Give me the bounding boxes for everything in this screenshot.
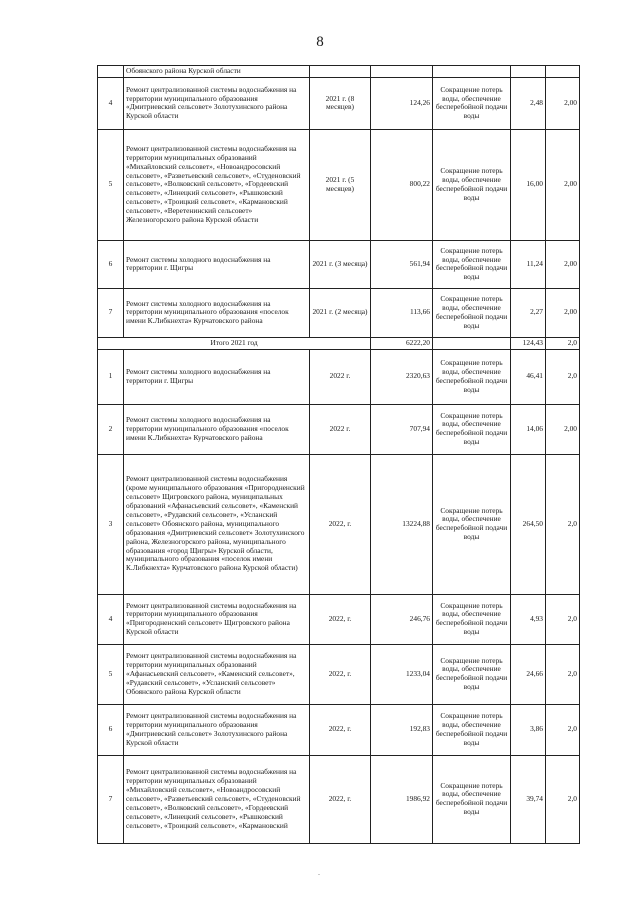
table-row — [98, 129, 580, 240]
row-number-cell: 5 — [98, 129, 124, 240]
percent-cell: 2,0 — [546, 454, 580, 594]
table-row — [98, 644, 580, 704]
percent-cell: 264,50 — [511, 454, 546, 594]
year-cell: 2022, г. — [310, 704, 371, 755]
amount-cell: 113,66 — [371, 288, 433, 337]
description-cell: Ремонт системы холодного водоснабжения на территории г. Щигры — [124, 349, 310, 404]
percent-cell: 39,74 — [511, 755, 546, 843]
page-number: 8 — [316, 34, 324, 50]
percent-cell: 46,41 — [511, 349, 546, 404]
row-number-cell: 4 — [98, 77, 124, 129]
percent-cell: 124,43 — [511, 337, 546, 349]
percent-cell: 2,00 — [546, 129, 580, 240]
description-cell: Ремонт централизованной системы водоснабжения на территории муниципального образования «Пригородненский сельсовет» Щигровского района Курской области — [124, 594, 310, 644]
percent-cell: 3,86 — [511, 704, 546, 755]
row-number-cell: 4 — [98, 594, 124, 644]
table-row — [98, 66, 580, 78]
row-number-cell: 5 — [98, 644, 124, 704]
year-cell: 2022 г. — [310, 404, 371, 454]
percent-cell — [546, 66, 580, 78]
total-row — [98, 337, 580, 349]
purpose-cell: Сокращение потерь воды, обеспечение бесперебойной подачи воды — [433, 755, 511, 843]
purpose-cell: Сокращение потерь воды, обеспечение бесперебойной подачи воды — [433, 594, 511, 644]
purpose-cell: Сокращение потерь воды, обеспечение бесперебойной подачи воды — [433, 454, 511, 594]
year-cell: 2021 г. (2 месяца) — [310, 288, 371, 337]
description-cell: Ремонт централизованной системы водоснабжения (кроме муниципального образования «Пригородненский сельсовет» Щигровского района, муниципальных образований «Афанасьевский сельсовет», «Каменский сельсовет», «Рудавский сельсовет», «Усланский сельсовет» Обоянского района, муниципального образования «Дмитриевский сельсовет» Золотухинского района, Железногорского района, муниципального образования «город Щигры» Курской области, муниципального образования «поселок имени К.Либкнехта» Курчатовского района Курской области) — [124, 454, 310, 594]
purpose-cell: Сокращение потерь воды, обеспечение бесперебойной подачи воды — [433, 240, 511, 288]
year-cell: 2022, г. — [310, 454, 371, 594]
amount-cell: 707,94 — [371, 404, 433, 454]
table-row — [98, 77, 580, 129]
row-number-cell: 6 — [98, 704, 124, 755]
purpose-cell: Сокращение потерь воды, обеспечение бесперебойной подачи воды — [433, 349, 511, 404]
year-cell: 2022 г. — [310, 349, 371, 404]
table-row — [98, 349, 580, 404]
amount-cell: 6222,20 — [371, 337, 433, 349]
table-row — [98, 755, 580, 843]
percent-cell: 2,0 — [546, 349, 580, 404]
row-number-cell — [98, 66, 124, 78]
amount-cell: 124,26 — [371, 77, 433, 129]
year-cell: 2021 г. (5 месяцев) — [310, 129, 371, 240]
row-number-cell: 2 — [98, 404, 124, 454]
program-table — [97, 65, 580, 844]
percent-cell: 2,27 — [511, 288, 546, 337]
percent-cell: 16,00 — [511, 129, 546, 240]
purpose-cell: Сокращение потерь воды, обеспечение бесперебойной подачи воды — [433, 129, 511, 240]
description-cell: Ремонт системы холодного водоснабжения на территории муниципального образования «поселок имени К.Либкнехта» Курчатовского района — [124, 404, 310, 454]
description-cell: Ремонт централизованной системы водоснабжения на территории муниципального образования «Дмитриевский сельсовет» Золотухинского района Курской области — [124, 704, 310, 755]
amount-cell — [371, 66, 433, 78]
year-cell: 2022, г. — [310, 594, 371, 644]
purpose-cell: Сокращение потерь воды, обеспечение бесперебойной подачи воды — [433, 644, 511, 704]
purpose-cell: Сокращение потерь воды, обеспечение бесперебойной подачи воды — [433, 288, 511, 337]
year-cell — [310, 66, 371, 78]
description-cell: Ремонт централизованной системы водоснабжения на территории муниципального образования «Дмитриевский сельсовет» Золотухинского района Курской области — [124, 77, 310, 129]
row-number-cell: 7 — [98, 755, 124, 843]
description-cell: Ремонт централизованной системы водоснабжения на территории муниципальных образований «Афанасьевский сельсовет», «Каменский сельсовет», «Рудавский сельсовет», «Усланский сельсовет» Обоянского района Курской области — [124, 644, 310, 704]
purpose-cell: Сокращение потерь воды, обеспечение бесперебойной подачи воды — [433, 704, 511, 755]
year-cell: 2021 г. (3 месяца) — [310, 240, 371, 288]
percent-cell: 2,0 — [546, 594, 580, 644]
percent-cell: 2,0 — [546, 644, 580, 704]
amount-cell: 13224,88 — [371, 454, 433, 594]
amount-cell: 1986,92 — [371, 755, 433, 843]
amount-cell: 246,76 — [371, 594, 433, 644]
percent-cell: 2,00 — [546, 77, 580, 129]
table-body — [98, 66, 580, 844]
amount-cell: 561,94 — [371, 240, 433, 288]
table-row — [98, 594, 580, 644]
amount-cell: 192,83 — [371, 704, 433, 755]
description-cell: Ремонт централизованной системы водоснабжения на территории муниципальных образований «Михайловский сельсовет», «Новоандросовский сельсовет», «Разветьевский сельсовет», «Студеновский сельсовет», «Волковский сельсовет», «Гордеевский сельсовет», «Линецкий сельсовет», «Рышковский сельсовет», «Троицкий сельсовет», «Кармановский сельсовет», «Веретенинский сельсовет» Железногорского района Курской области — [124, 129, 310, 240]
table-row — [98, 240, 580, 288]
percent-cell: 14,06 — [511, 404, 546, 454]
purpose-cell: Сокращение потерь воды, обеспечение бесперебойной подачи воды — [433, 404, 511, 454]
description-cell: Ремонт централизованной системы водоснабжения на территории муниципальных образований «Михайловский сельсовет», «Новоандросовский сельсовет», «Разветьевский сельсовет», «Студеновский сельсовет», «Волковский сельсовет», «Гордеевский сельсовет», «Линецкий сельсовет», «Рышковский сельсовет», «Троицкий сельсовет», «Кармановский — [124, 755, 310, 843]
year-cell: 2022, г. — [310, 644, 371, 704]
year-cell: 2022, г. — [310, 755, 371, 843]
percent-cell — [511, 66, 546, 78]
amount-cell: 1233,04 — [371, 644, 433, 704]
percent-cell: 2,00 — [546, 404, 580, 454]
footer-mark: . — [318, 868, 320, 877]
percent-cell: 2,0 — [546, 704, 580, 755]
amount-cell: 2320,63 — [371, 349, 433, 404]
amount-cell: 800,22 — [371, 129, 433, 240]
table-row — [98, 404, 580, 454]
description-cell: Ремонт системы холодного водоснабжения на территории муниципального образования «поселок имени К.Либкнехта» Курчатовского района — [124, 288, 310, 337]
purpose-cell: Сокращение потерь воды, обеспечение бесперебойной подачи воды — [433, 77, 511, 129]
purpose-cell — [433, 337, 511, 349]
table-row — [98, 704, 580, 755]
purpose-cell — [433, 66, 511, 78]
description-cell: Ремонт системы холодного водоснабжения на территории г. Щигры — [124, 240, 310, 288]
description-cell: Обоянского района Курской области — [124, 66, 310, 78]
table-row — [98, 454, 580, 594]
row-number-cell: 6 — [98, 240, 124, 288]
percent-cell: 11,24 — [511, 240, 546, 288]
percent-cell: 4,93 — [511, 594, 546, 644]
percent-cell: 24,66 — [511, 644, 546, 704]
percent-cell: 2,00 — [546, 240, 580, 288]
percent-cell: 2,0 — [546, 337, 580, 349]
row-number-cell: 1 — [98, 349, 124, 404]
total-label-cell: Итого 2021 год — [98, 337, 371, 349]
table-row — [98, 288, 580, 337]
percent-cell: 2,48 — [511, 77, 546, 129]
percent-cell: 2,0 — [546, 755, 580, 843]
year-cell: 2021 г. (8 месяцев) — [310, 77, 371, 129]
row-number-cell: 3 — [98, 454, 124, 594]
percent-cell: 2,00 — [546, 288, 580, 337]
row-number-cell: 7 — [98, 288, 124, 337]
